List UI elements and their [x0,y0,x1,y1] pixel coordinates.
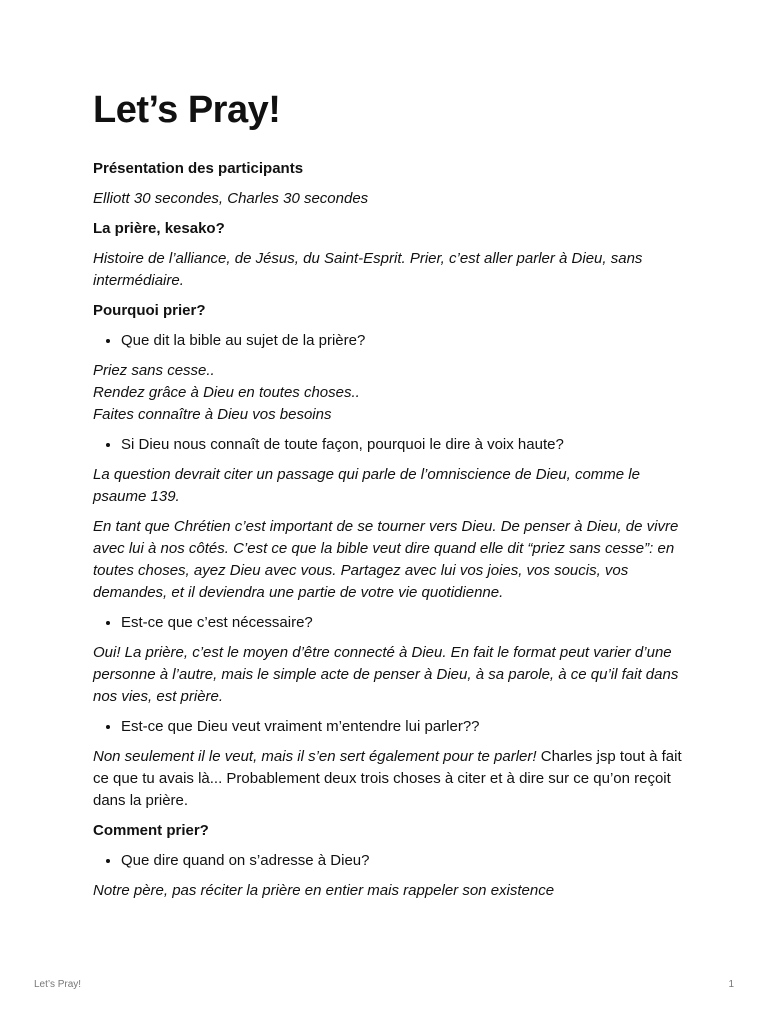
quote-line: Faites connaître à Dieu vos besoins [93,406,332,423]
bullet-item-entendre: • Est-ce que Dieu veut vraiment m’entendre lui parler?? [121,716,683,738]
heading-kesako: La prière, kesako? [93,220,225,237]
entendre-text [93,746,683,812]
bible-quotes [93,360,683,426]
bullet-list [93,716,683,738]
necessaire-text: Oui! La prière, c’est le moyen d’être connecté à Dieu. En fait le format peut varier d’une personne à l’autre, mais le simple acte de penser à Dieu, à sa parole, à ce qu’il fait dans nos vies, est prière. [93,644,679,705]
bullet-item-necessaire: • Est-ce que c’est nécessaire? [121,612,683,634]
entendre-text-italic: Non seulement il le veut, mais il s’en sert également pour te parler! [93,748,537,765]
omniscience-text: La question devrait citer un passage qui parle de l’omniscience de Dieu, comme le psaume 139. [93,466,640,505]
heading-pourquoi-prier: Pourquoi prier? [93,302,206,319]
footer-title: Let’s Pray! [34,979,82,990]
page-number: 1 [728,979,734,990]
chretien-text: En tant que Chrétien c’est important de se tourner vers Dieu. De penser à Dieu, de vivre avec lui à nos côtés. C’est ce que la bible veut dire quand elle dit “priez sans cesse”: en toutes choses, ayez Dieu avec vous. Partagez avec lui vos joies, vos soucis, vos demandes, et il deviendra une partie de votre vie quotidienne. [93,518,679,601]
bullet-item-bible: • Que dit la bible au sujet de la prière? [121,330,683,352]
bullet-list [93,850,683,872]
heading-comment-prier: Comment prier? [93,822,209,839]
kesako-text: Histoire de l’alliance, de Jésus, du Saint-Esprit. Prier, c’est aller parler à Dieu, sans intermédiaire. [93,250,643,289]
bullet-item-voix-haute: • Si Dieu nous connaît de toute façon, pourquoi le dire à voix haute? [121,434,683,456]
page-title: Let’s Pray! [93,89,281,131]
participants-text: Elliott 30 secondes, Charles 30 secondes [93,190,369,207]
bullet-list [93,330,683,352]
bullet-list [93,434,683,456]
heading-participants: Présentation des participants [93,160,304,177]
quote-line: Priez sans cesse.. [93,362,215,379]
bullet-list [93,612,683,634]
quote-line: Rendez grâce à Dieu en toutes choses.. [93,384,360,401]
entendre-text-normal: Charles jsp tout à fait ce que tu avais là... Probablement deux trois choses à citer et à dire sur ce qu’on reçoit dans la prière. [93,748,682,809]
document-body [93,158,683,910]
bullet-item-que-dire: • Que dire quand on s’adresse à Dieu? [121,850,683,872]
notre-pere-text: Notre père, pas réciter la prière en entier mais rappeler son existence [93,882,555,899]
